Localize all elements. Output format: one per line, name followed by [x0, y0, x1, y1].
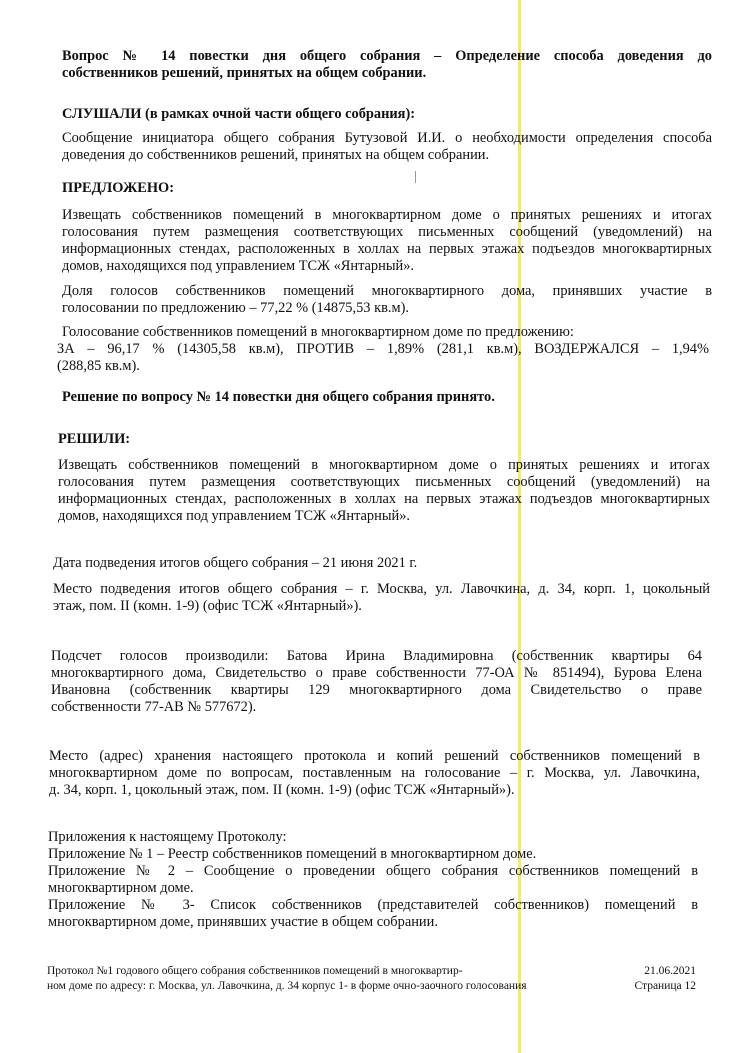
decision-text: Решение по вопросу № 14 повестки дня общего собрания принято.: [62, 389, 495, 405]
share-text-line: голосовании по предложению – 77,22 % (14875,53 кв.м).: [62, 300, 409, 316]
heard-text-line: Сообщение инициатора общего собрания Бутузовой И.И. о необходимости определения способа: [62, 130, 712, 146]
resolved-text-line: Извещать собственников помещений в многоквартирном доме о принятых решениях и итогах: [58, 457, 710, 473]
question-title: [62, 48, 712, 82]
footer-date: 21.06.2021: [644, 965, 696, 977]
resolved-text-line: домов, находящихся под управлением ТСЖ «Янтарный».: [58, 508, 410, 524]
vote-results-line: Голосование собственников помещений в многоквартирном доме по предложению:: [62, 324, 574, 340]
attachment-item: многоквартирном доме.: [48, 880, 194, 896]
vote-results-line: ЗА – 96,17 % (14305,58 кв.м), ПРОТИВ – 1,89% (281,1 кв.м), ВОЗДЕРЖАЛСЯ – 1,94%: [57, 341, 709, 357]
share-text-line: Доля голосов собственников помещений многоквартирного дома, принявших участие в: [62, 283, 712, 299]
counting-text-line: Ивановна (собственник квартиры 129 многоквартирного дома Свидетельство о праве: [51, 682, 702, 698]
question-title-line: Вопрос № 14 повестки дня общего собрания – Определение способа доведения до: [62, 48, 712, 64]
summary-place: [53, 581, 710, 615]
summary-place-line: Место подведения итогов общего собрания – г. Москва, ул. Лавочкина, д. 34, корп. 1, цокольный: [53, 581, 710, 597]
share-text: [62, 283, 712, 317]
counting-text-line: многоквартирного дома, Свидетельство о праве собственности 77-ОА № 851494), Бурова Елена: [51, 665, 702, 681]
footer-caption-line: ном доме по адресу: г. Москва, ул. Лавочкина, д. 34 корпус 1- в форме очно-заочного голосования: [47, 980, 527, 992]
proposed-text-line: домов, находящихся под управлением ТСЖ «Янтарный».: [62, 258, 414, 274]
storage-text-line: д. 34, корп. 1, цокольный этаж, пом. II (комн. 1-9) (офис ТСЖ «Янтарный»).: [49, 782, 515, 798]
question-title-line: собственников решений, принятых на общем собрании.: [62, 65, 427, 81]
resolved-text-line: голосования путем размещения соответствующих письменных сообщений (уведомлений) на: [58, 474, 710, 490]
proposed-text-line: голосования путем размещения соответствующих письменных сообщений (уведомлений) на: [62, 224, 712, 240]
proposed-text: [62, 207, 712, 275]
resolved-text-line: информационных стендах, расположенных в холлах на первых этажах подъездов многоквартирных: [58, 491, 710, 507]
resolved-heading: РЕШИЛИ:: [58, 431, 131, 447]
attachments-heading: Приложения к настоящему Протоколу:: [48, 829, 287, 845]
counting-text-line: собственности 77-АВ № 577672).: [51, 699, 257, 715]
attachment-item: Приложение № 2 – Сообщение о проведении общего собрания собственников помещений в: [48, 863, 698, 879]
attachments: [48, 829, 698, 931]
heard-text-line: доведения до собственников решений, принятых на общем собрании.: [62, 147, 490, 163]
resolved-text: [58, 457, 710, 525]
attachment-item: многоквартирном доме, принявших участие в общем собрании.: [48, 914, 438, 930]
storage-text-line: многоквартирном доме по вопросам, поставленным на голосование – г. Москва, ул. Лавочкина,: [49, 765, 700, 781]
counting-text: [51, 648, 702, 716]
summary-place-line: этаж, пом. II (комн. 1-9) (офис ТСЖ «Янтарный»).: [53, 598, 362, 614]
attachment-item: Приложение № 1 – Реестр собственников помещений в многоквартирном доме.: [48, 846, 537, 862]
vote-results-values: [57, 341, 709, 375]
scan-mark: [415, 171, 416, 183]
heard-heading: СЛУШАЛИ (в рамках очной части общего собрания):: [62, 106, 416, 122]
page-number: Страница 12: [634, 980, 696, 992]
proposed-text-line: Извещать собственников помещений в многоквартирном доме о принятых решениях и итогах: [62, 207, 712, 223]
storage-text: [49, 748, 700, 799]
storage-text-line: Место (адрес) хранения настоящего протокола и копий решений собственников помещений в: [49, 748, 700, 764]
footer-meta: [600, 964, 696, 994]
vote-results-line: (288,85 кв.м).: [57, 358, 140, 374]
vote-results: [62, 324, 712, 341]
proposed-heading: ПРЕДЛОЖЕНО:: [62, 180, 175, 196]
proposed-text-line: информационных стендах, расположенных в холлах на первых этажах подъездов многоквартирных: [62, 241, 712, 257]
counting-text-line: Подсчет голосов производили: Батова Ирина Владимировна (собственник квартиры 64: [51, 648, 702, 664]
attachment-item: Приложение № 3- Список собственников (представителей собственников) помещений в: [48, 897, 698, 913]
summary-date: Дата подведения итогов общего собрания – 21 июня 2021 г.: [53, 555, 418, 571]
footer-caption-line: Протокол №1 годового общего собрания собственников помещений в многоквартир-: [47, 965, 463, 977]
footer-caption: [47, 964, 587, 994]
heard-text: [62, 130, 712, 164]
